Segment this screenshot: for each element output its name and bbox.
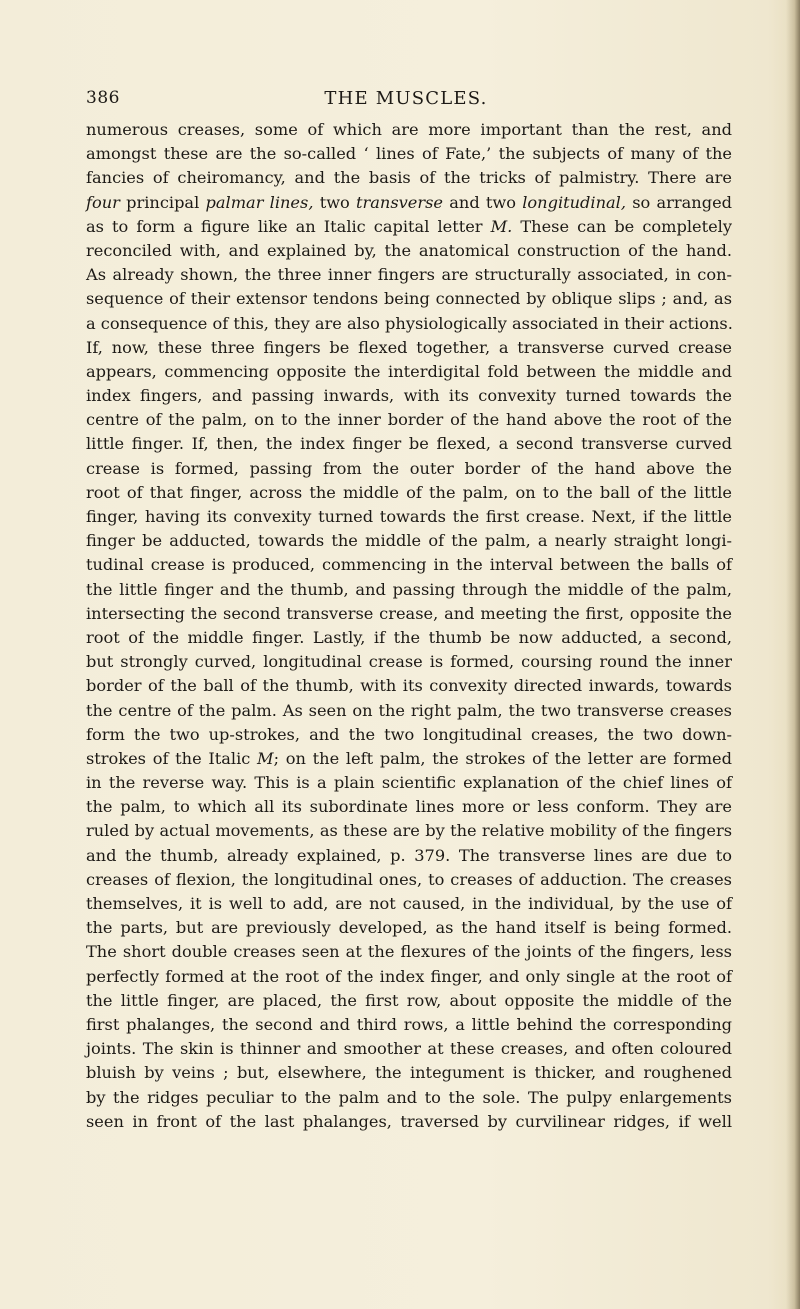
text-line [86,118,732,142]
text-run: sequence of their extensor tendons being connected by oblique slips ; and, as [86,289,732,309]
text-run: by the ridges peculiar to the palm and to the sole. The pulpy enlargements [86,1087,732,1107]
text-line [86,1037,732,1061]
text-line [86,916,732,940]
text-line [86,699,732,723]
text-line [86,626,732,650]
text-run: finger, having its convexity turned towards the first crease. Next, if the little [86,507,732,526]
text-run: root of that finger, across the middle of the palm, on to the ball of the little [86,482,732,502]
text-line [86,408,732,432]
text-run: first phalanges, the second and third rows, a little behind the corresponding [86,1014,732,1034]
text-line [86,263,732,287]
text-line [86,578,732,602]
italic-text: longitudinal, [522,192,626,212]
text-run: tudinal crease is produced, commencing in the interval between the balls of [86,555,732,575]
text-line [86,844,732,868]
text-run: themselves, it is well to add, are not caused, in the individual, by the use of [86,894,732,913]
text-run: two [313,192,357,212]
text-run: bluish by veins ; but, elsewhere, the integument is thicker, and roughened [86,1063,732,1083]
text-run: perfectly formed at the root of the index finger, and only single at the root of [86,966,732,986]
text-run: These can be completely [512,216,733,236]
text-line [86,1013,732,1037]
text-run: If, now, these three fingers be flexed together, a transverse curved crease [86,337,732,357]
text-run: joints. The skin is thinner and smoother at these creases, and often coloured [86,1039,732,1059]
text-run: the little finger and the thumb, and passing through the middle of the palm, [86,579,732,599]
text-run: the parts, but are previously developed, as the hand itself is being formed. [86,918,732,938]
text-line [86,505,732,529]
text-line [86,457,732,481]
text-run: intersecting the second transverse crease, and meeting the first, opposite the [86,603,732,623]
text-run: root of the middle finger. Lastly, if the thumb be now adducted, a second, [86,627,732,647]
text-run: amongst these are the so-called ‘ lines of Fate,’ the subjects of many of the [86,144,732,164]
text-run: numerous creases, some of which are more important than the rest, and [86,120,732,139]
text-run: centre of the palm, on to the inner border of the hand above the root of the [86,410,732,430]
text-run: the little finger, are placed, the first row, about opposite the middle of the [86,990,732,1010]
text-line [86,795,732,819]
text-run: crease is formed, passing from the outer border of the hand above the [86,458,732,478]
text-run: as to form a figure like an Italic capital letter [86,216,491,236]
text-run: and the thumb, already explained, p. 379. The transverse lines are due to [86,845,732,865]
page-number: 386 [86,88,120,108]
text-run: little finger. If, then, the index finger be flexed, a second transverse curved [86,434,732,454]
text-run: strokes of the Italic [86,748,258,768]
text-line [86,142,732,166]
text-run: As already shown, the three inner fingers are structurally associated, in con- [86,265,732,285]
text-line [86,650,732,674]
text-line [86,892,732,916]
text-run: finger be adducted, towards the middle of the palm, a nearly straight longi- [86,531,732,551]
text-line [86,312,732,336]
italic-text: M [257,748,274,768]
text-line [86,1110,732,1134]
text-line [86,529,732,553]
text-line [86,432,732,456]
italic-text: transverse [356,192,444,212]
text-line [86,1061,732,1085]
text-line [86,287,732,311]
text-run: reconciled with, and explained by, the anatomical construction of the hand. [86,240,732,260]
text-line [86,940,732,964]
text-line [86,166,732,190]
text-line [86,553,732,577]
text-line [86,747,732,771]
text-run: principal [119,192,206,212]
text-line [86,360,732,384]
text-line [86,481,732,505]
italic-text: M. [490,216,513,236]
text-line [86,1086,732,1110]
page-edge-shadow [786,0,800,1309]
body-text [86,118,732,1134]
running-head: THE MUSCLES. [324,88,488,109]
text-line [86,336,732,360]
text-run: the palm, to which all its subordinate lines more or less conform. They are [86,797,732,817]
text-run: The short double creases seen at the flexures of the joints of the fingers, less [86,942,732,962]
text-run: ruled by actual movements, as these are by the relative mobility of the fingers [86,821,732,841]
text-run: the centre of the palm. As seen on the right palm, the two transverse creases [86,700,732,720]
text-line [86,239,732,263]
text-run: appears, commencing opposite the interdigital fold between the middle and [86,361,732,381]
page-header [86,88,726,118]
italic-text: palmar lines, [205,192,314,212]
text-run: border of the ball of the thumb, with its convexity directed inwards, towards [86,676,732,696]
text-line [86,771,732,795]
text-line [86,819,732,843]
text-line [86,723,732,747]
text-line [86,989,732,1013]
text-run: a consequence of this, they are also physiologically associated in their actions. [86,313,733,333]
text-line [86,868,732,892]
text-run: ; on the left palm, the strokes of the letter are formed [273,748,732,768]
text-line [86,602,732,626]
italic-text: four [86,192,120,212]
text-run: seen in front of the last phalanges, traversed by curvilinear ridges, if well [86,1111,732,1131]
text-run: fancies of cheiromancy, and the basis of the tricks of palmistry. There are [86,168,732,188]
text-line [86,674,732,698]
text-run: form the two up-strokes, and the two longitudinal creases, the two down- [86,724,732,744]
text-line [86,965,732,989]
text-line [86,384,732,408]
text-run: but strongly curved, longitudinal crease is formed, coursing round the inner [86,652,732,672]
text-run: in the reverse way. This is a plain scientific explanation of the chief lines of [86,773,732,793]
text-run: index fingers, and passing inwards, with its convexity turned towards the [86,386,732,406]
text-line [86,191,732,215]
text-run: and two [443,192,523,212]
text-run: so arranged [626,192,733,212]
text-run: creases of flexion, the longitudinal ones, to creases of adduction. The creases [86,869,732,889]
text-line [86,215,732,239]
